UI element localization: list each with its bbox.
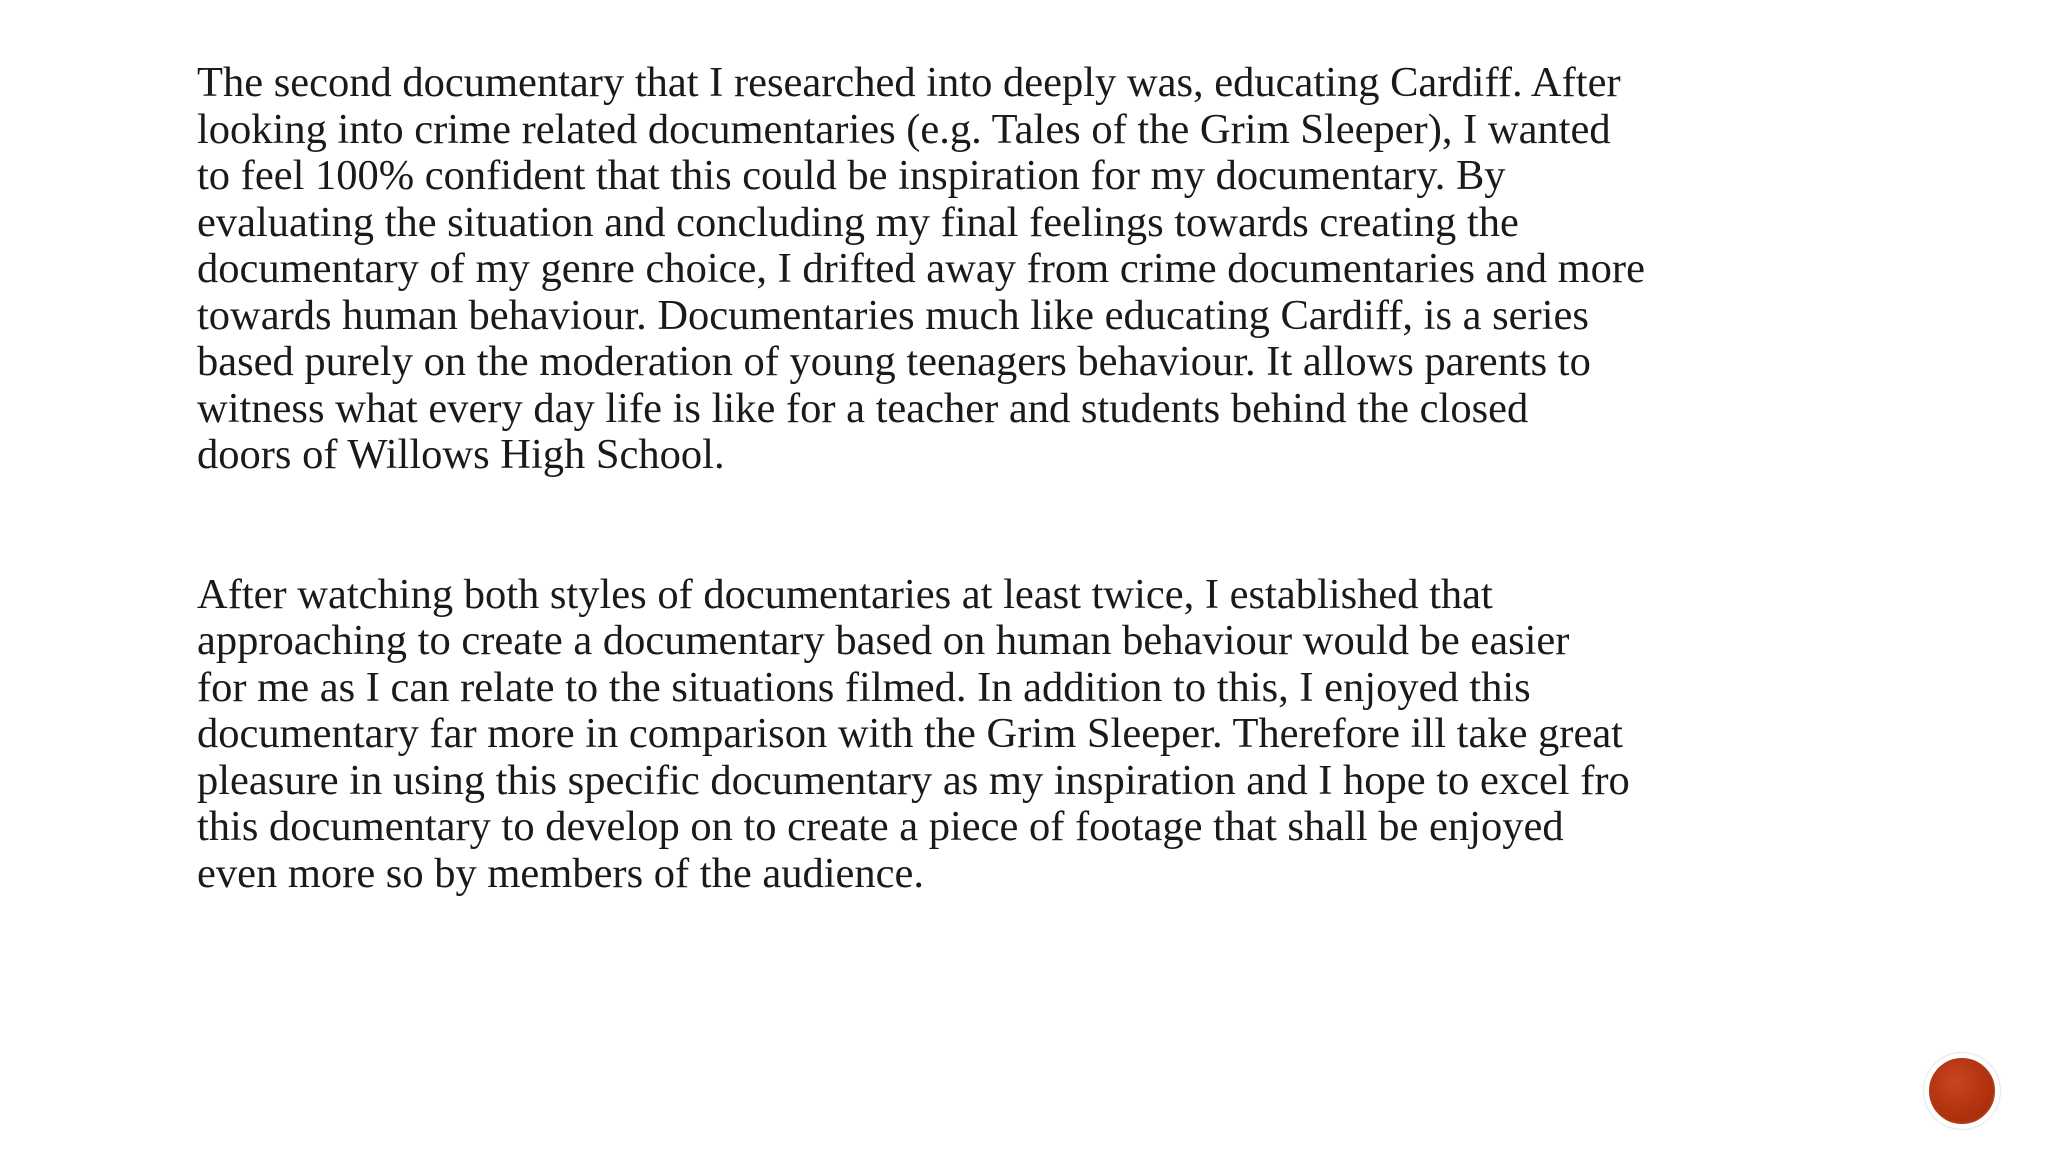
circle-nav-icon [1929, 1058, 1995, 1124]
paragraph-1: The second documentary that I researched into deeply was, educating Cardiff. After looking into crime related documentaries (e.g. Tales of the Grim Sleeper), I wanted to feel 100% confident that this could be inspiration for my documentary. By evaluating the situation and concluding my final feelings towards creating the documentary of my genre choice, I drifted away from crime documentaries and more towards human behaviour. Documentaries much like educating Cardiff, is a series based purely on the moderation of young teenagers behaviour. It allows parents to witness what every day life is like for a teacher and students behind the closed doors of Willows High School. [197, 59, 1645, 478]
slide-nav-button[interactable] [1924, 1053, 2000, 1129]
slide-body [197, 60, 1897, 897]
paragraph-2: After watching both styles of documentaries at least twice, I established that approaching to create a documentary based on human behaviour would be easier for me as I can relate to the situations filmed. In addition to this, I enjoyed this documentary far more in comparison with the Grim Sleeper. Therefore ill take great pleasure in using this specific documentary as my inspiration and I hope to excel fro this documentary to develop on to create a piece of footage that shall be enjoyed even more so by members of the audience. [197, 570, 1630, 897]
